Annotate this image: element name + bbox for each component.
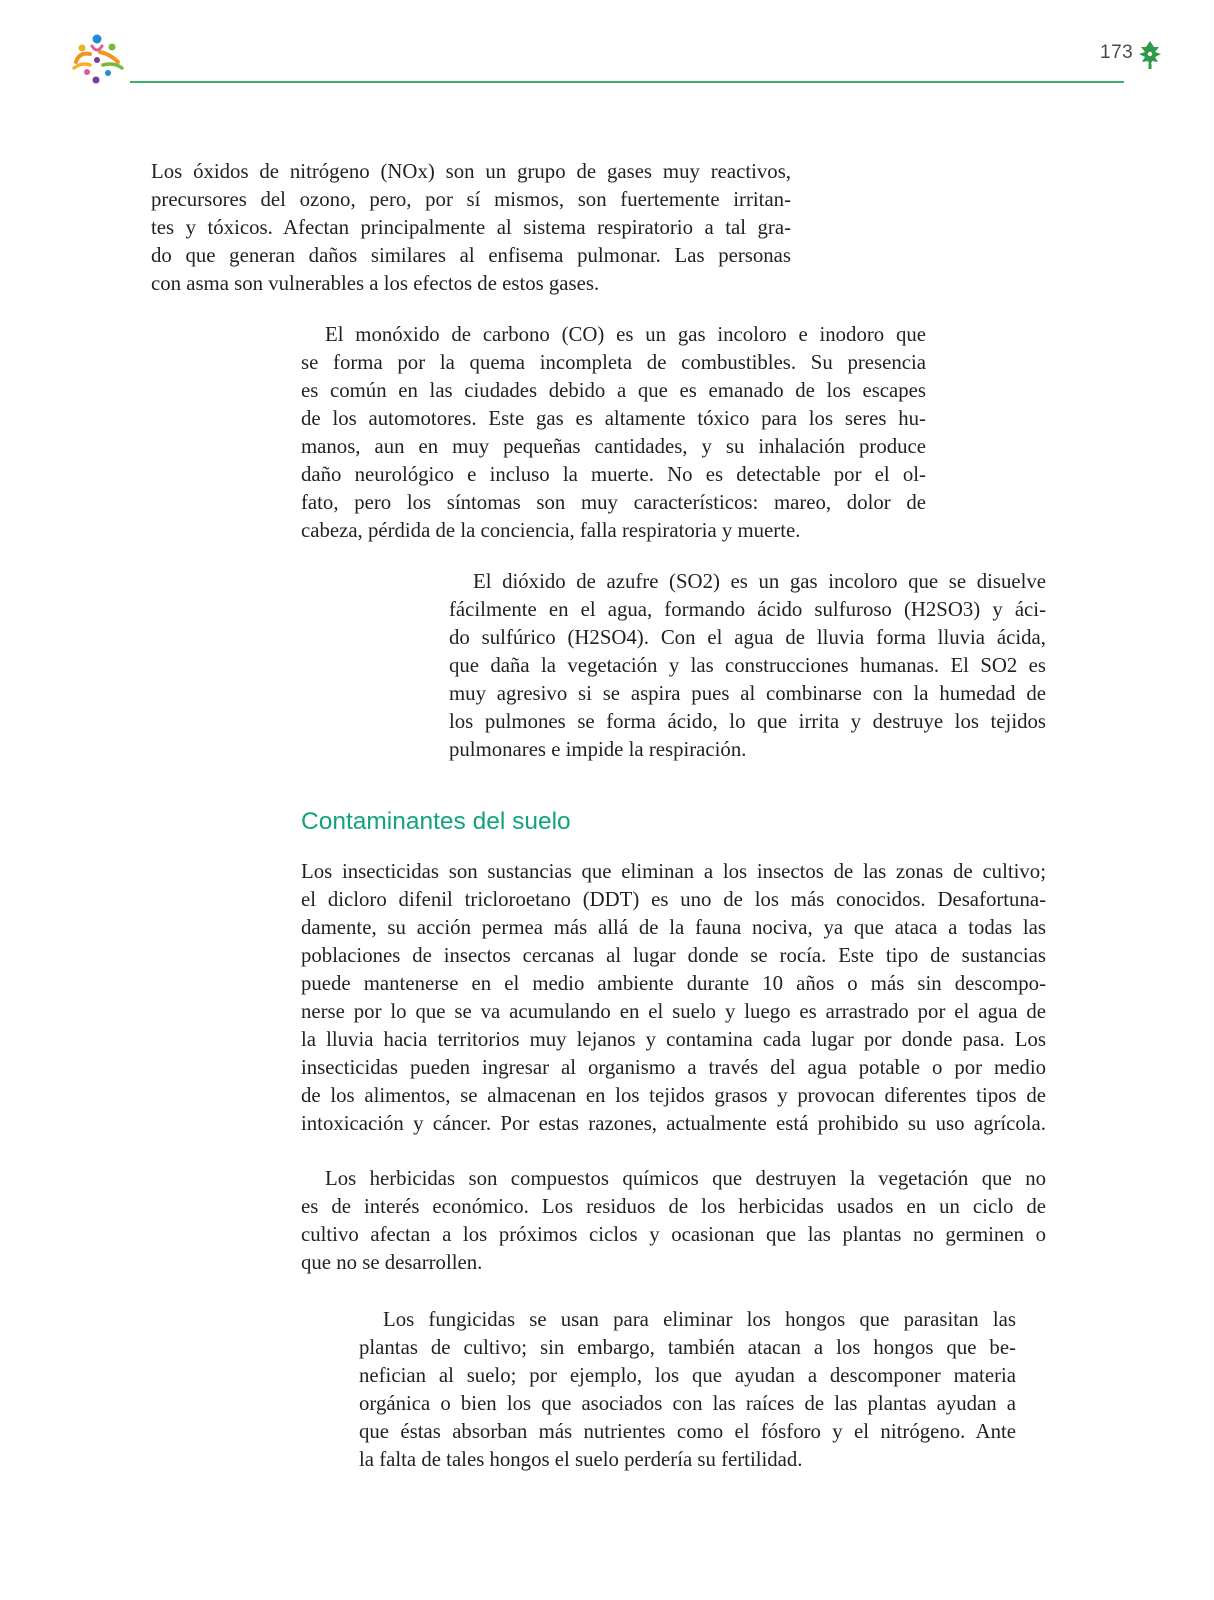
text-line: damente, su acción permea más allá de la fauna nociva, ya que ataca a todas las <box>301 916 1046 939</box>
page-number: 173 <box>1100 42 1134 63</box>
paragraph-sulfur-dioxide <box>449 568 1046 764</box>
text-line: los pulmones se forma ácido, lo que irrita y destruye los tejidos <box>449 710 1046 733</box>
paragraph-herbicides <box>301 1165 1046 1277</box>
text-line: puede mantenerse en el medio ambiente durante 10 años o más sin descompo- <box>301 972 1046 995</box>
text-line: daño neurológico e incluso la muerte. No es detectable por el ol- <box>301 463 926 486</box>
text-line: Los fungicidas se usan para eliminar los hongos que parasitan las <box>383 1308 1016 1331</box>
text-line: cabeza, pérdida de la conciencia, falla respiratoria y muerte. <box>301 519 801 542</box>
paragraph-insecticides <box>301 858 1046 1138</box>
text-line: El monóxido de carbono (CO) es un gas incoloro e inodoro que <box>325 323 926 346</box>
text-line: la lluvia hacia territorios muy lejanos y contamina cada lugar por donde pasa. Los <box>301 1028 1046 1051</box>
text-line: es común en las ciudades debido a que es emanado de los escapes <box>301 379 926 402</box>
text-line: que éstas absorban más nutrientes como el fósforo y el nitrógeno. Ante <box>359 1420 1016 1443</box>
text-line: la falta de tales hongos el suelo perdería su fertilidad. <box>359 1448 803 1471</box>
text-line: do sulfúrico (H2SO4). Con el agua de lluvia forma lluvia ácida, <box>449 626 1046 649</box>
text-line: con asma son vulnerables a los efectos de estos gases. <box>151 272 600 295</box>
text-line: muy agresivo si se aspira pues al combinarse con la humedad de <box>449 682 1046 705</box>
text-line: que no se desarrollen. <box>301 1251 483 1274</box>
text-line: poblaciones de insectos cercanas al lugar donde se rocía. Este tipo de sustancias <box>301 944 1046 967</box>
text-line: intoxicación y cáncer. Por estas razones, actualmente está prohibido su uso agrícola. <box>301 1112 1046 1135</box>
text-line: nefician al suelo; por ejemplo, los que ayudan a descomponer materia <box>359 1364 1016 1387</box>
text-line: de los automotores. Este gas es altamente tóxico para los seres hu- <box>301 407 926 430</box>
text-line: insecticidas pueden ingresar al organismo a través del agua potable o por medio <box>301 1056 1046 1079</box>
tree-ornament-icon <box>1137 40 1163 70</box>
text-line: Los herbicidas son compuestos químicos que destruyen la vegetación que no <box>325 1167 1046 1190</box>
text-line: El dióxido de azufre (SO2) es un gas incoloro que se disuelve <box>473 570 1046 593</box>
text-line: precursores del ozono, pero, por sí mismos, son fuertemente irritan- <box>151 188 791 211</box>
text-line: orgánica o bien los que asociados con las raíces de las plantas ayudan a <box>359 1392 1016 1415</box>
text-line: fato, pero los síntomas son muy característicos: mareo, dolor de <box>301 491 926 514</box>
logo-icon <box>70 32 126 84</box>
paragraph-nitrogen-oxides <box>151 158 791 298</box>
paragraph-carbon-monoxide <box>301 321 926 545</box>
text-line: se forma por la quema incompleta de combustibles. Su presencia <box>301 351 926 374</box>
text-line: Los insecticidas son sustancias que eliminan a los insectos de las zonas de cultivo; <box>301 860 1046 883</box>
header-rule <box>130 81 1124 83</box>
text-line: fácilmente en el agua, formando ácido sulfuroso (H2SO3) y áci- <box>449 598 1046 621</box>
text-line: tes y tóxicos. Afectan principalmente al sistema respiratorio a tal gra- <box>151 216 791 239</box>
text-line: nerse por lo que se va acumulando en el suelo y luego es arrastrado por el agua de <box>301 1000 1046 1023</box>
text-line: cultivo afectan a los próximos ciclos y ocasionan que las plantas no germinen o <box>301 1223 1046 1246</box>
text-line: el dicloro difenil tricloroetano (DDT) es uno de los más conocidos. Desafortuna- <box>301 888 1046 911</box>
text-line: es de interés económico. Los residuos de los herbicidas usados en un ciclo de <box>301 1195 1046 1218</box>
text-line: de los alimentos, se almacenan en los tejidos grasos y provocan diferentes tipos de <box>301 1084 1046 1107</box>
text-line: manos, aun en muy pequeñas cantidades, y su inhalación produce <box>301 435 926 458</box>
text-line: pulmonares e impide la respiración. <box>449 738 747 761</box>
text-line: plantas de cultivo; sin embargo, también atacan a los hongos que be- <box>359 1336 1016 1359</box>
paragraph-fungicides <box>359 1306 1016 1474</box>
section-heading: Contaminantes del suelo <box>301 808 571 835</box>
text-line: que daña la vegetación y las construcciones humanas. El SO2 es <box>449 654 1046 677</box>
text-line: do que generan daños similares al enfisema pulmonar. Las personas <box>151 244 791 267</box>
text-line: Los óxidos de nitrógeno (NOx) son un grupo de gases muy reactivos, <box>151 160 791 183</box>
